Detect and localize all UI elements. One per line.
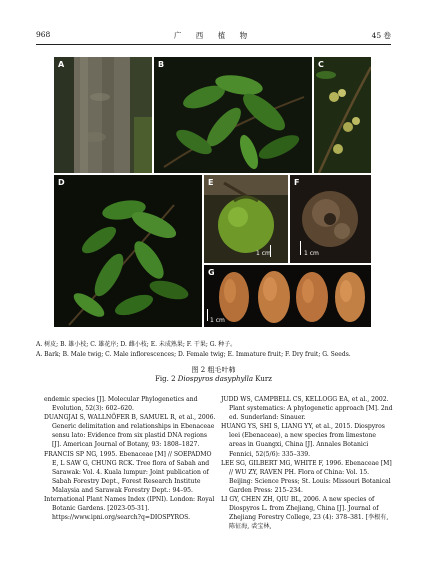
header-rule [36,44,391,45]
scale-bar-g [207,309,208,321]
panel-label-g: G [208,268,215,277]
immature-fruit-photo [204,175,288,263]
panel-d-female-twig [54,175,202,327]
reference-item: endemic species [J]. Molecular Phylogenetics and Evolution, 52(3): 602–620. [44,396,198,413]
figure-title-en-prefix: Fig. 2 [155,375,178,383]
reference-item: JUDD WS, CAMPBELL CS, KELLOGG EA, et al., 2002. Plant systematics: A phylogenetic approach [M]. 2nd ed. Sunderland: Sinauer. [221,396,393,422]
references-right-column [221,395,393,531]
panel-label-d: D [58,178,65,187]
panel-e-immature-fruit [204,175,288,263]
figure-title-en-author: Kurz [253,375,272,383]
panel-label-e: E [208,178,214,187]
page-header [36,30,391,44]
reference-item: HUANG YS, SHI S, LIANG YY, et al., 2015. Diospyros leei (Ebenaceae), a new species from limestone areas in Guangxi, China [J]. Annales Botanici Fennici, 52(5/6): 335–339. [221,423,385,458]
panel-b-male-twig [154,57,312,173]
reference-item: LEE SG, GILBERT MG, WHITE F, 1996. Ebenaceae [M] // WU ZY, RAVEN PH. Flora of China: Vol. 15. Beijing: Science Press; St. Louis: Missouri Botanical Garden Press: 215–234. [221,459,392,494]
figure-title-cn: 图 2 粗毛叶柿 [191,366,236,374]
references-left-column [44,395,216,522]
caption-en: A. Bark; B. Male twig; C. Male inflorescences; D. Female twig; E. Immature fruit; F. Dry fruit; G. Seeds. [36,351,351,358]
reference-item: FRANCIS SP NG, 1995. Ebenaceae [M] // SOEPADMO E, L SAW G, CHUNG RCK. Tree flora of Sabah and Sarawak: Vol. 4. Kuala lumpur: Joint publication of Sabah Forestry Dept., Forest Research Institute Malaysia and Sarawak Forestry Dept.: 94–95. [44,450,212,494]
male-twig-photo [154,57,312,173]
dry-fruit-photo [290,175,371,263]
panel-label-f: F [294,178,300,187]
panel-c-male-inflorescences [314,57,371,173]
panel-f-dry-fruit [290,175,371,263]
panel-label-c: C [318,60,324,69]
caption-cn: A. 树皮; B. 雄小枝; C. 雄花序; D. 雌小枝; E. 未成熟果; F. 干果; G. 种子。 [36,341,237,348]
scale-bar-f [300,241,301,255]
scale-label-e: 1 cm [256,250,271,257]
female-twig-photo [54,175,202,327]
male-inflorescence-photo [314,57,371,173]
bark-photo [54,57,152,173]
figure-title-en-species: Diospyros dasyphylla [177,375,254,383]
figure-title-en [0,375,427,383]
reference-item: DUANGJAI S, WALLNÖFER B, SAMUEL R, et al., 2006. Generic delimitation and relationships in Ebenaceae sensu lato: Evidence from six plastid DNA regions [J]. American Journal of Botany, 93: 1808–1827. [44,414,216,449]
panel-g-seeds [204,265,371,327]
page-number: 968 [36,30,51,39]
scale-label-g: 1 cm [210,317,225,324]
panel-label-b: B [158,60,165,69]
seeds-photo [204,265,371,327]
scale-label-f: 1 cm [304,250,319,257]
panel-label-a: A [58,60,65,69]
panel-a-bark [54,57,152,173]
journal-name: 广 西 植 物 [173,31,254,40]
reference-item: LI GY, CHEN ZH, QIU BL, 2006. A new species of Diospyros L. from Zhejiang, China [J]. Journal of Zhejiang Forestry College, 23 (4): 378–381. [李根有, 陈征海, 裘宝林, [221,496,389,531]
volume-number: 45 卷 [371,31,391,40]
reference-item: International Plant Names Index (IPNI). London: Royal Botanic Gardens. [2023-05-31]. https://www.ipni.org/search?q=DIOSPYROS. [44,496,215,522]
